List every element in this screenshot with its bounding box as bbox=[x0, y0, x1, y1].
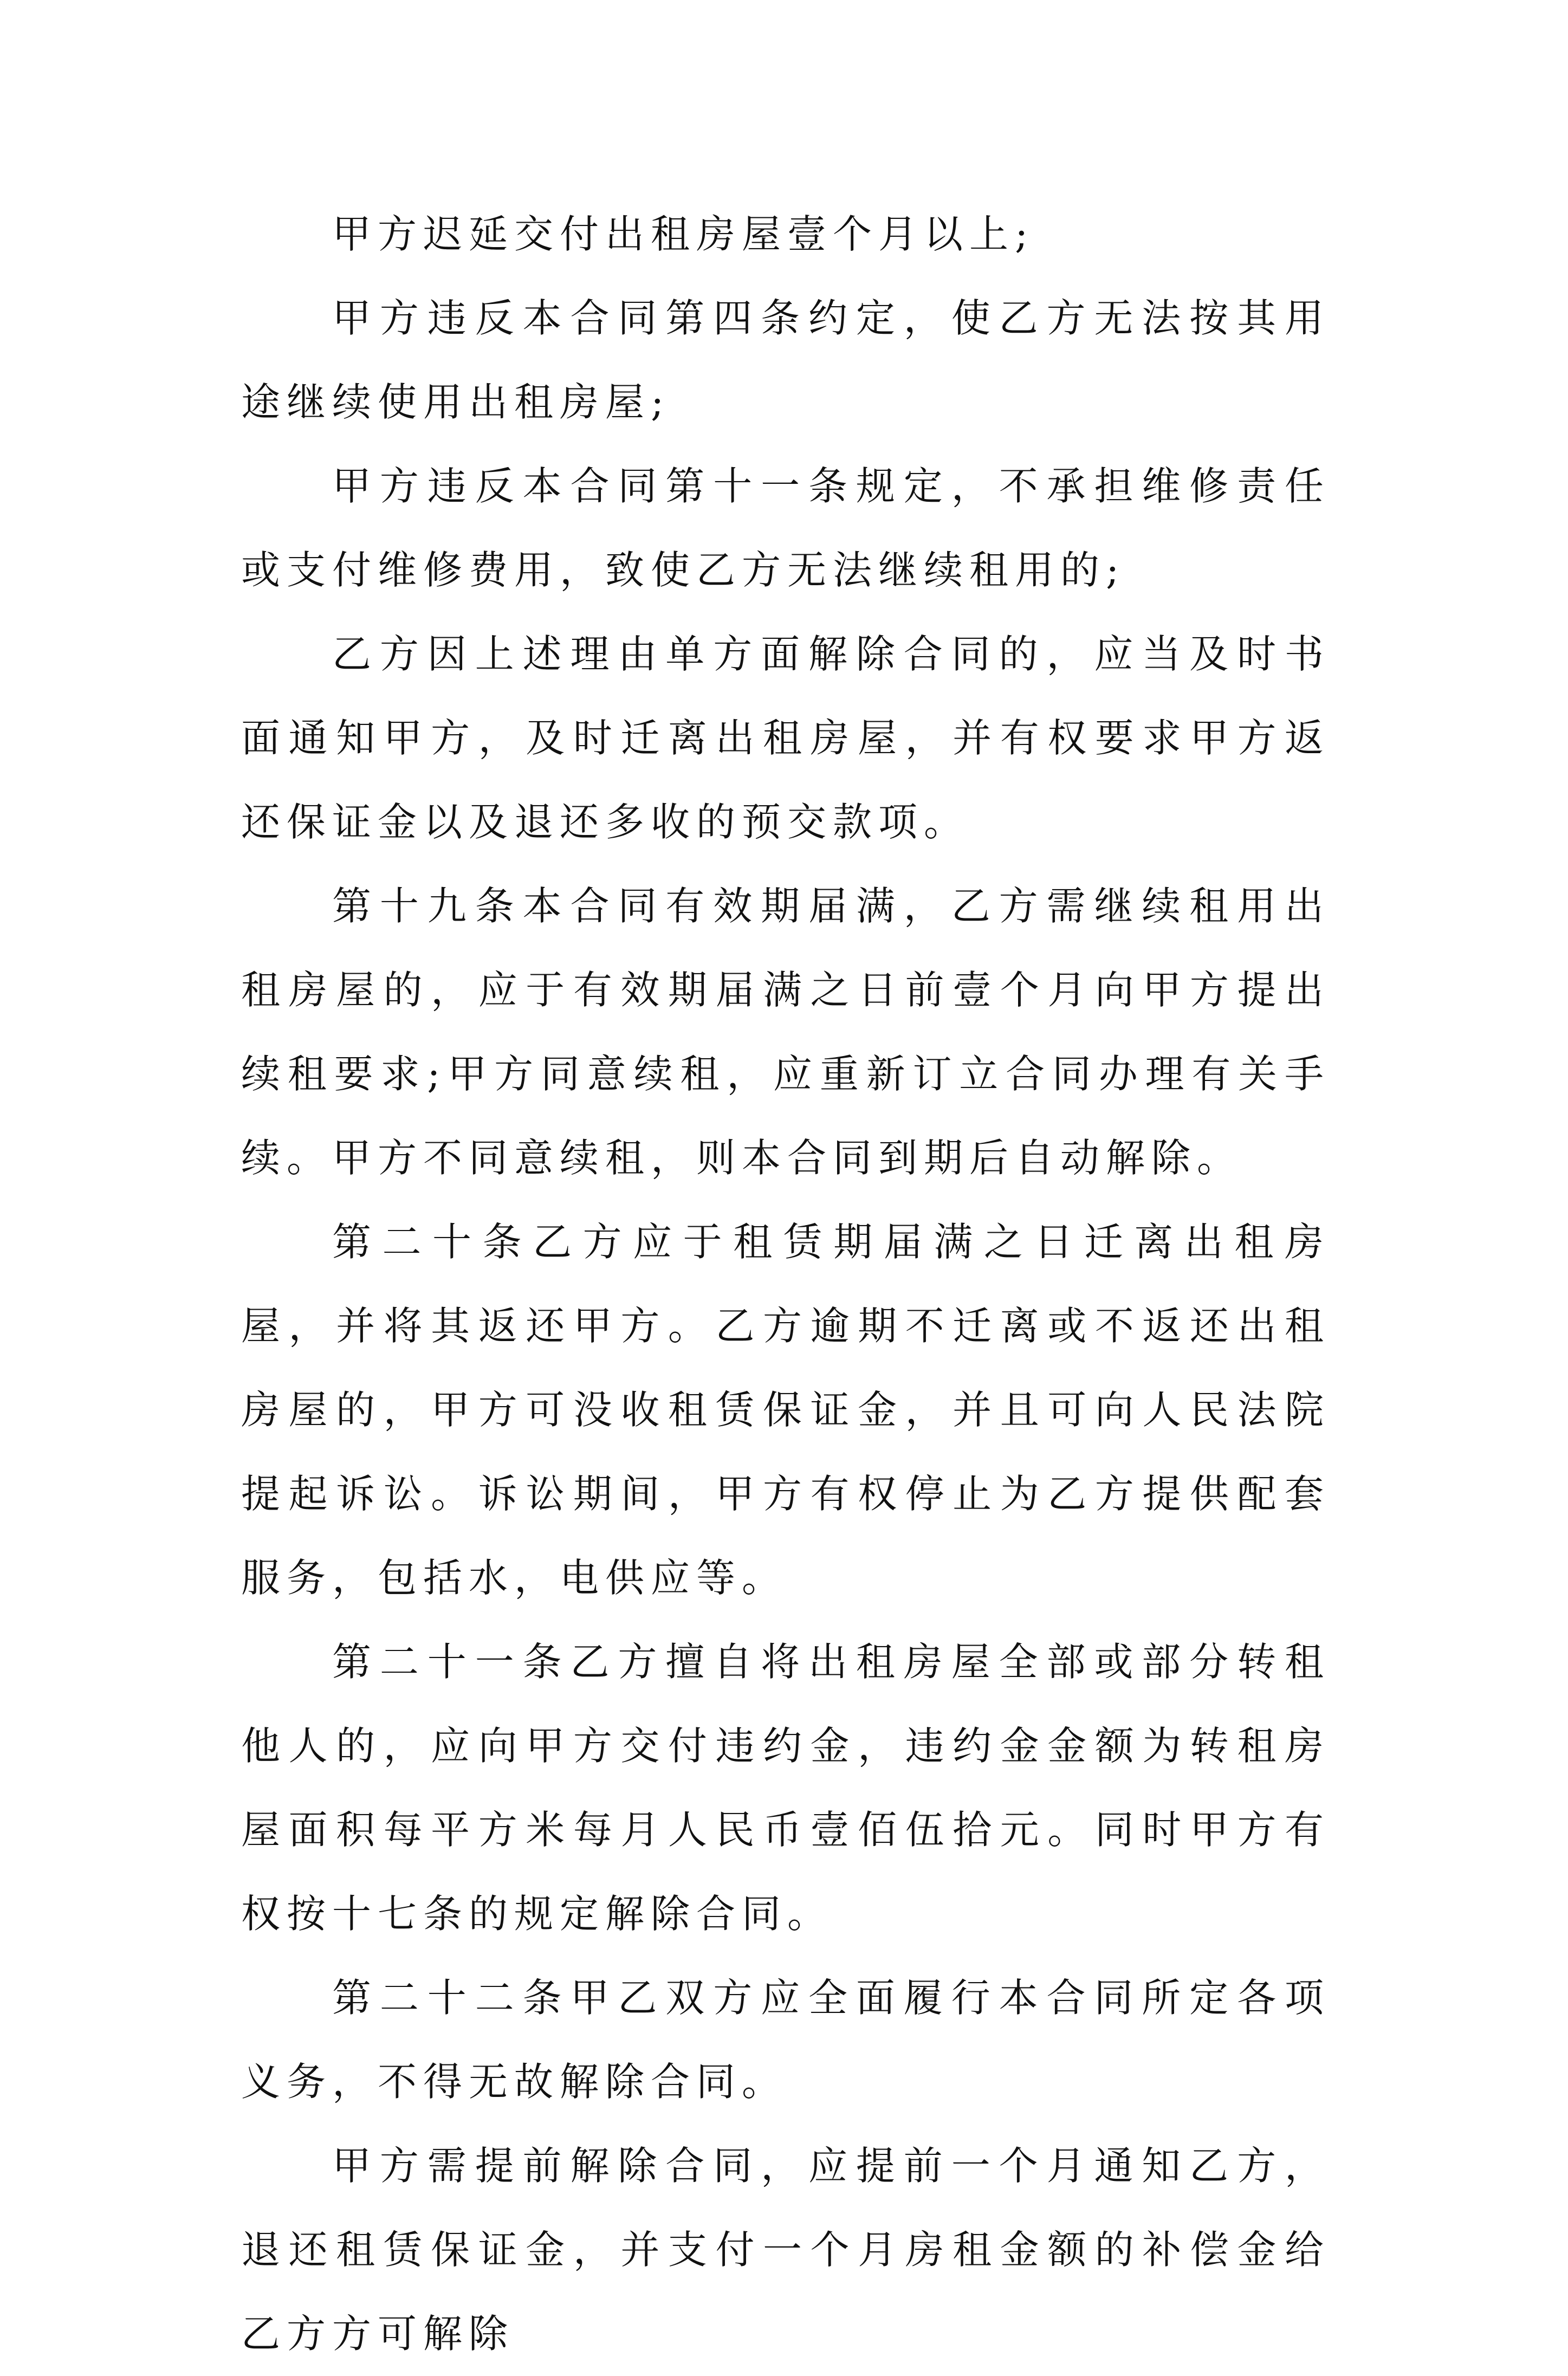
document-body bbox=[241, 192, 1330, 2376]
paragraph-9: 甲方需提前解除合同，应提前一个月通知乙方，退还租赁保证金，并支付一个月房租金额的补偿金给乙方方可解除 bbox=[241, 2143, 1330, 2356]
paragraph-4: 乙方因上述理由单方面解除合同的，应当及时书面通知甲方，及时迁离出租房屋，并有权要求甲方返还保证金以及退还多收的预交款项。 bbox=[241, 631, 1330, 845]
paragraph-8: 第二十二条甲乙双方应全面履行本合同所定各项义务，不得无故解除合同。 bbox=[241, 1975, 1330, 2105]
paragraph-7: 第二十一条乙方擅自将出租房屋全部或部分转租他人的，应向甲方交付违约金，违约金金额为转租房屋面积每平方米每月人民币壹佰伍拾元。同时甲方有权按十七条的规定解除合同。 bbox=[241, 1639, 1330, 1937]
paragraph-5: 第十九条本合同有效期届满，乙方需继续租用出租房屋的，应于有效期届满之日前壹个月向甲方提出续租要求;甲方同意续租，应重新订立合同办理有关手续。甲方不同意续租，则本合同到期后自动解除。 bbox=[241, 883, 1330, 1181]
paragraph-1: 甲方迟延交付出租房屋壹个月以上; bbox=[332, 211, 1035, 257]
paragraph-3: 甲方违反本合同第十一条规定，不承担维修责任或支付维修费用，致使乙方无法继续租用的; bbox=[241, 463, 1330, 593]
paragraph-2: 甲方违反本合同第四条约定，使乙方无法按其用途继续使用出租房屋; bbox=[241, 295, 1330, 425]
paragraph-6: 第二十条乙方应于租赁期届满之日迁离出租房屋，并将其返还甲方。乙方逾期不迁离或不返还出租房屋的，甲方可没收租赁保证金，并且可向人民法院提起诉讼。诉讼期间，甲方有权停止为乙方提供配套服务，包括水，电供应等。 bbox=[241, 1219, 1330, 1601]
